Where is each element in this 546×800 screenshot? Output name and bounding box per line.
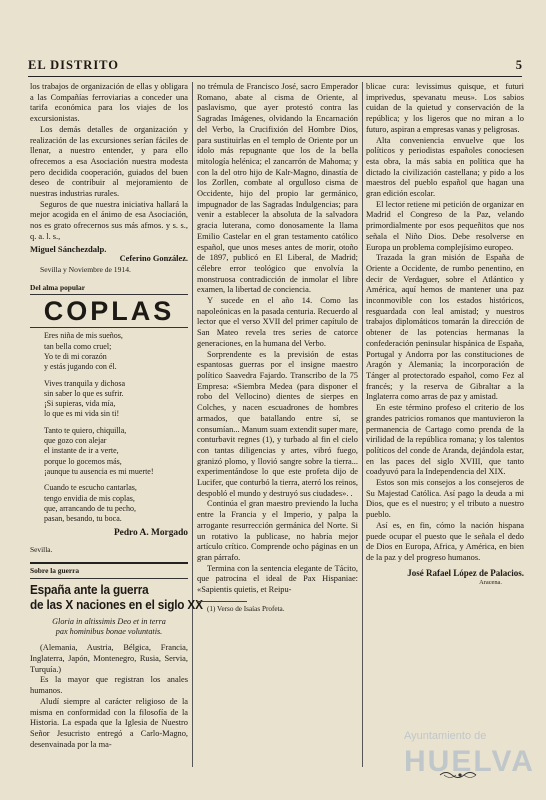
paragraph: Alta conveniencia envuelve que los políticos y periodistas españoles conociesen esta obra, la más sabia en política que ha dictado la civilización castellana; y pido a los maestros del pueblo español que hagan una gran edición escolar. bbox=[366, 135, 524, 199]
watermark-small: Ayuntamiento de bbox=[404, 730, 487, 742]
column-1 bbox=[30, 82, 203, 750]
footnote-rule bbox=[197, 601, 247, 602]
paragraph: Y sucede en el año 14. Como las napoleónicas en la pasada centuria. Recuerdo al lector que el verso XVII del primer capítulo de San Mateo revela tres series de catorce generaciones, en la humana del Verbo. bbox=[197, 296, 358, 348]
header-rule bbox=[28, 76, 522, 77]
poem-title: COPLAS bbox=[43, 296, 175, 327]
page-header bbox=[28, 58, 522, 76]
poem-stanza bbox=[30, 483, 188, 524]
paragraph: no trémula de Francisco José, sacro Emperador Romano, abate al cisma de Oriente, al paslavismo, que ayer protestó contra las Sagradas Imágenes, olvidando la Encarnación del Verbo, la Crucifixión del Hombre Dios, para sustituirlas en el templo de Oriente por un ídolo más repugnante que los de la bella mitología helénica; el zancarrón de Mahoma; y con la del otro hijo de Kalr-Magno, dinastía de los Zorllen, combate al orgulloso cisma de Occidente, hijo del propio lar germánico, impugnador de las Sagradas Indulgencias; para venir a establecer la absoluta de la salvadora gracia luterana, como donosamente la llama Emilio Castelar en el gran testamento católico español, que unos meses antes de morir, otoño de 1897, publicó en El Liberal, de Madrid; célebre error teológico que envolvía la monstruosa contradicción de inmolar el libre examen, la libertad de conciencia. bbox=[197, 82, 358, 295]
verse-line: ¡Si supieras, vida mía, bbox=[44, 399, 116, 409]
paragraph: Trazada la gran misión de España de Oriente a Occidente, de rumbo penentino, en decir de Verdaguer, sobre el Atlántico y América, aquí hemos de mantener una paz inconmovible con los estados históricos, resguardada con leal amistad; y nuestros trabajos diplomáticos tomarán la dirección de obtener de las potencias hermanas la confederación peninsular hispánica de España, Portugal y Andorra por las constituciones de Aragón y Alemania; la incorporación de Tánger al protectorado español, como Fez al francés; y la reserva de Gibraltar a la Inglaterra como arras de paz y amistad. bbox=[366, 253, 524, 402]
verse-line: Eres niña de mis sueños, bbox=[44, 331, 123, 341]
article-headline-line-2: de las X naciones en el siglo XX bbox=[30, 596, 203, 612]
poem-stanza bbox=[30, 426, 188, 477]
paragraph: Es la mayor que registran los anales humanos. bbox=[30, 675, 188, 696]
section-rule bbox=[30, 562, 188, 564]
paragraph: Así es, en fin, cómo la nación hispana puede ocupar el puesto que le señala el dedo de Dios en Europa, Africa, y América, en bien de la paz y del progreso humanos. bbox=[366, 520, 524, 562]
verse-line: tan bella como cruel; bbox=[44, 341, 112, 351]
signature-name-2: Ceferino González. bbox=[119, 254, 188, 264]
verse-line: Vives tranquila y dichosa bbox=[44, 378, 126, 388]
column-divider-1 bbox=[192, 82, 193, 767]
verse-line: ¡aunque tu ausencia es mi muerte! bbox=[44, 466, 154, 476]
epigraph bbox=[30, 617, 188, 638]
paragraph: Continúa el gran maestro previendo la lucha entre la Francia y el Imperio, y palpa la arrogante resurrección germánica del Norte. Si un rotativo la publicase, no habría mejor artículo crítico. Comprende ocho páginas en un gran párrafo. bbox=[197, 499, 358, 562]
paragraph: Sorprendente es la previsión de estas espantosas guerras por el insigne maestro político Saavedra Fajardo. Transcribo de la 75 Empresa: «Siembra Medea (para disponer el robo del Vellocino) dientes de sierpes en Colches, y nacen escuadrones de hombres armados, que batallando entre sí, se consumían... Manum suam extendit super mare, conturbavit regnes (1), y turbado al fin el cielo con tantas diligencias y artes, vibró fuego, granizó plomo, y llovió sangre sobre la tierra... experimentándose lo que este profeta dijo de Lucifer, que conturbó la tierra, aterró los reinos, despobló el mundo y destruyó sus ciudades». . bbox=[197, 349, 358, 498]
verse-line: que, arrancando de tu pecho, bbox=[44, 503, 136, 513]
paragraph: El lector retiene mi petición de organizar en Madrid el Congreso de la Paz, velando primordialmente por esos pequeñitos que nos señala el Niño Dios. Debe resolverse en Europa un problema complejísimo europeo. bbox=[366, 199, 524, 252]
column-2 bbox=[197, 82, 358, 614]
poem-stanza bbox=[30, 331, 188, 372]
article-headline-line-1: España ante la guerra bbox=[30, 581, 149, 597]
paragraph: (Alemania, Austria, Bélgica, Francia, Inglaterra, Japón, Montenegro, Rusia, Servia, Turquía.) bbox=[30, 643, 188, 674]
verse-line: que gozo con alejar bbox=[44, 436, 107, 446]
signatures bbox=[30, 244, 188, 255]
title-rule bbox=[30, 327, 188, 328]
column-3 bbox=[366, 82, 524, 589]
article-place: Aracena. bbox=[479, 579, 502, 587]
verse-line: Cuando te escucho cantarlas, bbox=[44, 483, 137, 493]
verse-line: el instante de ir a verte, bbox=[44, 446, 119, 456]
poem-stanza bbox=[30, 379, 188, 420]
page-number: 5 bbox=[515, 58, 522, 72]
paragraph: Termina con la sentencia elegante de Tácito, que patrocina el ideal de Pax Hispaniae: «Sapientis quietis, et Reipu- bbox=[197, 563, 358, 595]
paragraph: los trabajos de organización de ellas y obligara a las Compañías ferroviarias a conceder una tarifa económica para los viajes de los excursionistas. bbox=[30, 82, 188, 124]
verse-line: y estás jugando con él. bbox=[44, 362, 117, 372]
epigraph-line: pax hominibus bonae voluntatis. bbox=[55, 626, 163, 636]
verse-line: tengo envidia de mis coplas, bbox=[44, 493, 135, 503]
footnote: (1) Verso de Isaías Profeta. bbox=[207, 604, 285, 613]
paragraph: Seguros de que nuestra iniciativa hallará la mejor acogida en el ánimo de esa Asociación, nos es grato ofrecernos sus más afmos. y s. s., q. a. l. s., bbox=[30, 199, 188, 241]
section-tag: Del alma popular bbox=[30, 283, 188, 296]
verse-line: Yo te di mi corazón bbox=[44, 351, 107, 361]
paragraph: Estos son mis consejos a los consejeros de Su Majestad Católica. Así pago la deuda a mi Dios, que es el nuestro; y el tributo a nuestro pueblo. bbox=[366, 478, 524, 520]
poem-author: Pedro A. Morgado bbox=[113, 528, 188, 539]
epigraph-line: Gloria in altissimis Deo et in terra bbox=[52, 616, 166, 626]
verse-line: porque lo gocemos más, bbox=[44, 456, 122, 466]
column-divider-2 bbox=[362, 82, 363, 767]
article-signature: José Rafael López de Palacios. bbox=[407, 567, 524, 578]
watermark-large: HUELVA bbox=[404, 745, 535, 778]
verse-line: sin saber lo que es sufrir. bbox=[44, 388, 124, 398]
newspaper-title: EL DISTRITO bbox=[28, 58, 120, 72]
poem-place: Sevilla. bbox=[30, 545, 53, 555]
section-tag-2: Sobre la guerra bbox=[30, 566, 188, 579]
letter-date: Sevilla y Noviembre de 1914. bbox=[40, 264, 131, 274]
paragraph: En este término profeso el criterio de los grandes patricios romanos que mantuvieron la permanencia de Cartago como prenda de la virilidad de la república romana; y los talentos políticos del conde de Aranda, dejándola estar, en las paces del siglo XVIII, que tanto coadyuvó para la Independencia del XIX. bbox=[366, 403, 524, 477]
verse-line: lo que es mi vida sin ti! bbox=[44, 409, 120, 419]
paragraph: blicae cura: levissimus quisque, et futuri imprivedus, spevanatu meus». Los sabios cuidan de la quietud y conservación de la república; y los ligeros que no miran a lo futuro, aspiran a empresas vanas y peligrosas. bbox=[366, 82, 524, 134]
signature-name: Miguel Sánchezdalp. bbox=[30, 243, 107, 254]
paragraph: Los demás detalles de organización y realización de las excursiones serían fáciles de llenar, a nuestro entender, y para ello ofrecemos a esa Asociación nuestra modesta pero decidida cooperación, guiados del buen deseo de contribuir al mejoramiento de nuestras industrias rurales. bbox=[30, 124, 188, 199]
verse-line: pasan, besando, tu boca. bbox=[44, 514, 122, 524]
verse-line: Tanto te quiero, chiquilla, bbox=[44, 425, 127, 435]
paragraph: Aludí siempre al carácter religioso de la misma en conformidad con la filosofía de la Historia. La espada que la Iglesia de Nuestro Señor Jesucristo entregó a Carlo-Magno, desenvainada por la ma- bbox=[30, 696, 188, 749]
